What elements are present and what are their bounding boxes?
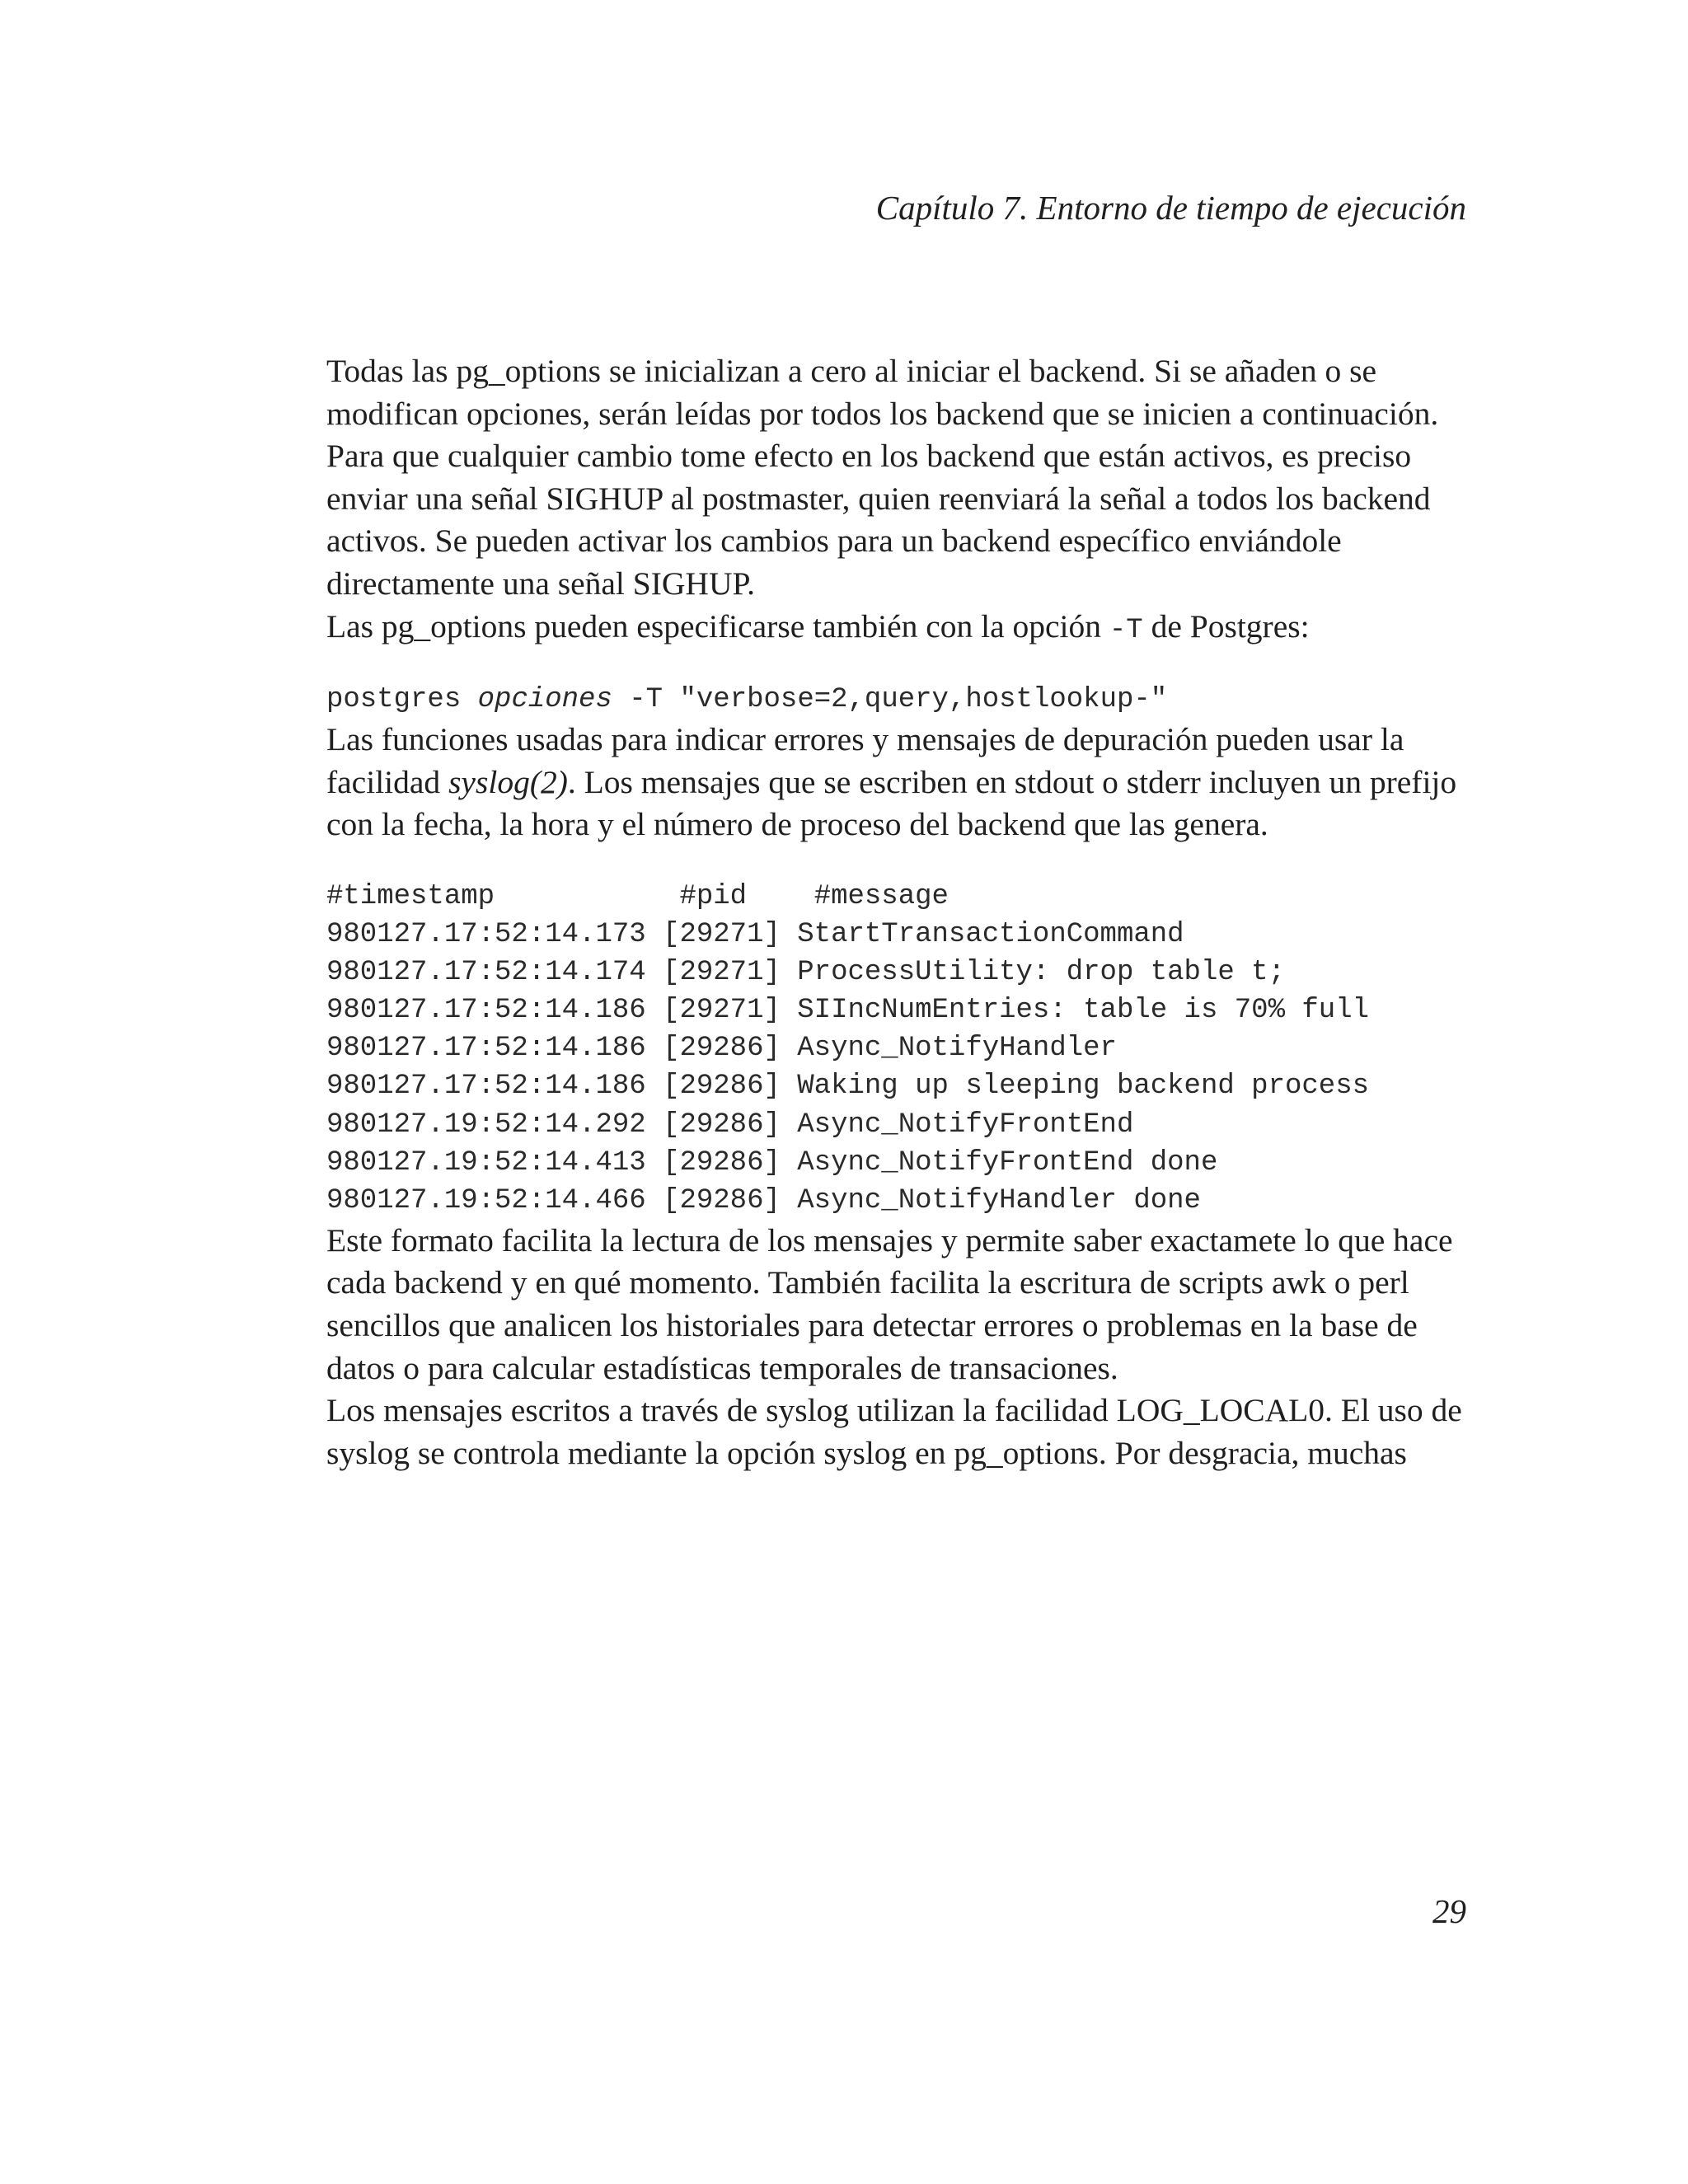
paragraph-syslog-facility xyxy=(326,1390,1480,1474)
chapter-header: Capítulo 7. Entorno de tiempo de ejecución xyxy=(875,189,1466,227)
log-timestamp: 980127.17:52:14.186 xyxy=(326,995,646,1027)
log-row xyxy=(326,1144,1480,1182)
paragraph-T-option xyxy=(326,606,1480,653)
log-row xyxy=(326,1067,1480,1105)
text-segment: . Los mensajes que se escriben en stdout o stderr incluyen un prefijo xyxy=(567,763,1457,800)
log-header-row xyxy=(326,878,1480,916)
log-timestamp: 980127.17:52:14.174 xyxy=(326,957,646,989)
log-message: Async_NotifyFrontEnd done xyxy=(797,1146,1218,1179)
paragraph-format-benefits xyxy=(326,1220,1480,1390)
text-segment: facilidad xyxy=(326,763,449,800)
log-timestamp: 980127.17:52:14.186 xyxy=(326,1071,646,1103)
log-pid: [29271] xyxy=(663,919,781,951)
text-line: directamente una señal SIGHUP. xyxy=(326,565,755,602)
log-header-timestamp: #timestamp xyxy=(326,880,495,912)
log-timestamp: 980127.19:52:14.466 xyxy=(326,1184,646,1216)
log-pid: [29286] xyxy=(663,1108,781,1141)
log-header-pid: #pid xyxy=(679,880,748,912)
log-listing xyxy=(326,878,1480,1220)
text-line: syslog se controla mediante la opción syslog en pg_options. Por desgracia, muchas xyxy=(326,1434,1407,1471)
log-timestamp: 980127.17:52:14.173 xyxy=(326,919,646,951)
log-message: StartTransactionCommand xyxy=(797,919,1184,951)
log-timestamp: 980127.19:52:14.292 xyxy=(326,1108,646,1141)
syslog-reference: syslog(2) xyxy=(448,763,568,800)
text-line: enviar una señal SIGHUP al postmaster, quien reenviará la señal a todos los backend xyxy=(326,480,1431,517)
paragraph-pg-options-init xyxy=(326,350,1480,606)
log-message: Async_NotifyHandler done xyxy=(797,1184,1201,1216)
paragraph-syslog-functions xyxy=(326,719,1480,846)
text-segment: de Postgres: xyxy=(1142,607,1310,644)
text-line: activos. Se pueden activar los cambios para un backend específico enviándole xyxy=(326,523,1342,560)
text-line: sencillos que analicen los historiales para detectar errores o problemas en la base de xyxy=(326,1306,1418,1343)
log-pid: [29286] xyxy=(663,1071,781,1103)
text-line: Las funciones usadas para indicar errores y mensajes de depuración pueden usar la xyxy=(326,721,1404,758)
log-pid: [29286] xyxy=(663,1146,781,1179)
log-timestamp: 980127.19:52:14.413 xyxy=(326,1146,646,1179)
text-segment: Las pg_options pueden especificarse también con la opción xyxy=(326,607,1109,644)
log-row xyxy=(326,1182,1480,1220)
text-line: modifican opciones, serán leídas por todos los backend que se inicien a continuación. xyxy=(326,395,1439,432)
command-program: postgres xyxy=(326,684,462,716)
text-line: datos o para calcular estadísticas temporales de transaciones. xyxy=(326,1349,1118,1386)
log-row xyxy=(326,991,1480,1029)
log-header-message: #message xyxy=(814,880,949,912)
log-row xyxy=(326,916,1480,954)
log-message: Async_NotifyFrontEnd xyxy=(797,1108,1134,1141)
log-pid: [29271] xyxy=(663,957,781,989)
command-example xyxy=(326,681,1480,719)
log-message: ProcessUtility: drop table t; xyxy=(797,957,1285,989)
text-line: Los mensajes escritos a través de syslog utilizan la facilidad LOG_LOCAL0. El uso de xyxy=(326,1392,1462,1429)
text-line: Todas las pg_options se inicializan a cero al iniciar el backend. Si se añaden o se xyxy=(326,353,1376,389)
command-options: -T "verbose=2,query,hostlookup-" xyxy=(629,684,1168,716)
log-pid: [29286] xyxy=(663,1184,781,1216)
text-line: Para que cualquier cambio tome efecto en los backend que están activos, es preciso xyxy=(326,438,1412,475)
text-line: con la fecha, la hora y el número de proceso del backend que las genera. xyxy=(326,806,1268,843)
text-line: Este formato facilita la lectura de los mensajes y permite saber exactamete lo que hace xyxy=(326,1221,1453,1258)
inline-code-T: -T xyxy=(1109,614,1143,646)
log-message: Async_NotifyHandler xyxy=(797,1033,1117,1065)
text-line: cada backend y en qué momento. También facilita la escritura de scripts awk o perl xyxy=(326,1264,1409,1301)
page-number: 29 xyxy=(1432,1892,1466,1930)
log-row xyxy=(326,954,1480,991)
log-timestamp: 980127.17:52:14.186 xyxy=(326,1033,646,1065)
page-body xyxy=(326,350,1480,1474)
log-row xyxy=(326,1106,1480,1144)
log-row xyxy=(326,1029,1480,1067)
log-message: Waking up sleeping backend process xyxy=(797,1071,1369,1103)
command-argument: opciones xyxy=(477,684,612,716)
log-pid: [29286] xyxy=(663,1033,781,1065)
log-pid: [29271] xyxy=(663,995,781,1027)
log-message: SIIncNumEntries: table is 70% full xyxy=(797,995,1369,1027)
